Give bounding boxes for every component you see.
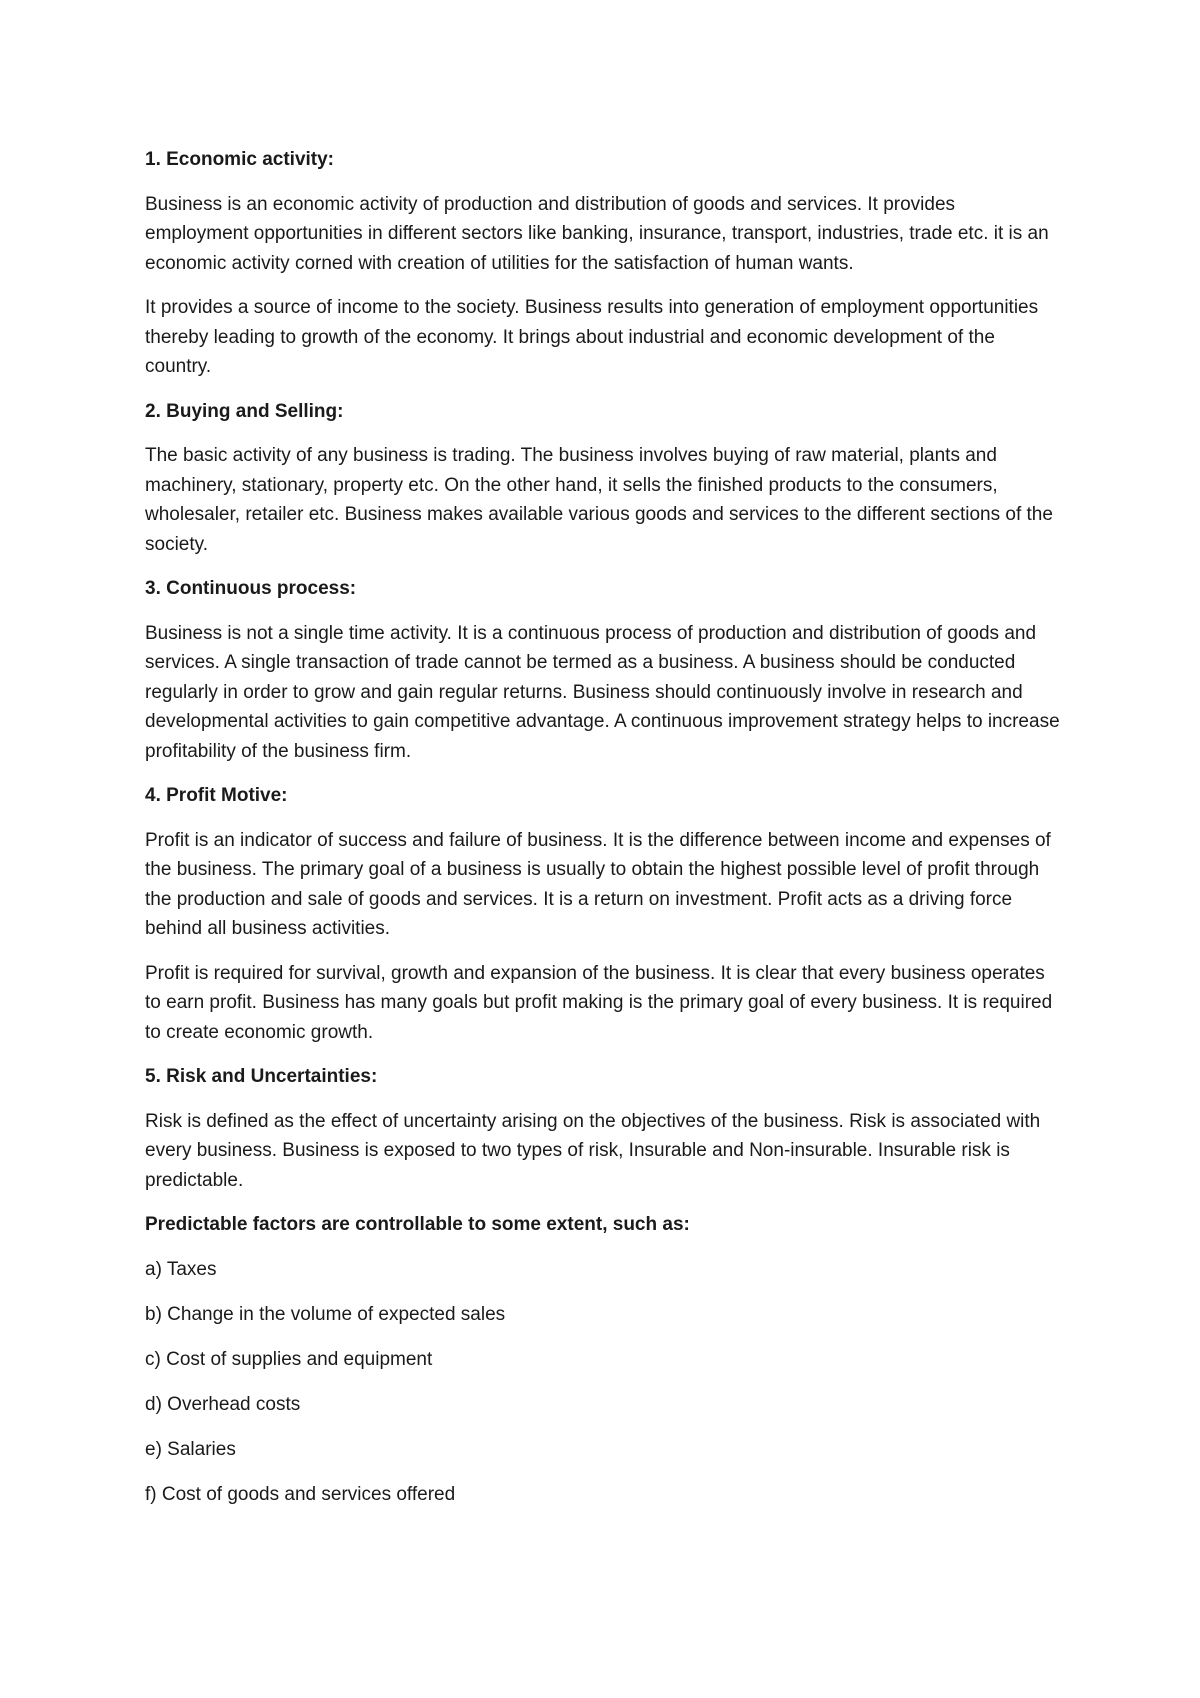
- section-paragraph: Business is an economic activity of production and distribution of goods and services. It provides employment opportunities in different sectors like banking, insurance, transport, industries, trade etc. it is an economic activity corned with creation of utilities for the satisfaction of human wants.: [145, 193, 1049, 274]
- predictable-factors: [145, 1210, 1060, 1509]
- section-paragraph: The basic activity of any business is trading. The business involves buying of raw material, plants and machinery, stationary, property etc. On the other hand, it sells the finished products to the consumers, wholesaler, retailer etc. Business makes available various goods and services to the different sections of the society.: [145, 445, 1053, 555]
- section-heading: 3. Continuous process:: [145, 578, 357, 599]
- list-item: d) Overhead costs: [145, 1393, 301, 1415]
- section-heading: 1. Economic activity:: [145, 149, 335, 170]
- section-paragraph: Profit is an indicator of success and failure of business. It is the difference between income and expenses of the business. The primary goal of a business is usually to obtain the highest possible level of profit through the production and sale of goods and services. It is a return on investment. Profit acts as a driving force behind all business activities.: [145, 829, 1051, 939]
- section-profit-motive: [145, 781, 1060, 1047]
- section-heading: 4. Profit Motive:: [145, 785, 288, 806]
- section-heading: 5. Risk and Uncertainties:: [145, 1066, 378, 1087]
- list-item: e) Salaries: [145, 1438, 236, 1460]
- section-paragraph: Risk is defined as the effect of uncertainty arising on the objectives of the business. Risk is associated with every business. Business is exposed to two types of risk, Insurable and Non-insurable. Insurable risk is predictable.: [145, 1110, 1041, 1191]
- section-buying-and-selling: [145, 397, 1060, 560]
- section-continuous-process: [145, 574, 1060, 766]
- section-risk-and-uncertainties: [145, 1062, 1060, 1195]
- list-item: b) Change in the volume of expected sales: [145, 1303, 506, 1325]
- list-item: c) Cost of supplies and equipment: [145, 1348, 433, 1370]
- list-item: f) Cost of goods and services offered: [145, 1483, 456, 1505]
- section-heading: 2. Buying and Selling:: [145, 400, 344, 422]
- section-paragraph: Profit is required for survival, growth and expansion of the business. It is clear that every business operates to earn profit. Business has many goals but profit making is the primary goal of every business. It is required to create economic growth.: [145, 962, 1053, 1043]
- section-economic-activity: [145, 145, 1060, 382]
- document-page: [145, 145, 1060, 1525]
- list-heading: Predictable factors are controllable to some extent, such as:: [145, 1214, 690, 1235]
- list-item: a) Taxes: [145, 1258, 217, 1280]
- section-paragraph: Business is not a single time activity. It is a continuous process of production and distribution of goods and services. A single transaction of trade cannot be termed as a business. A business should be conducted regularly in order to grow and gain regular returns. Business should continuously involve in research and developmental activities to gain competitive advantage. A continuous improvement strategy helps to increase profitability of the business firm.: [145, 622, 1060, 762]
- section-paragraph: It provides a source of income to the society. Business results into generation of employment opportunities thereby leading to growth of the economy. It brings about industrial and economic development of the country.: [145, 297, 1039, 377]
- predictable-factors-list: [145, 1255, 1060, 1510]
